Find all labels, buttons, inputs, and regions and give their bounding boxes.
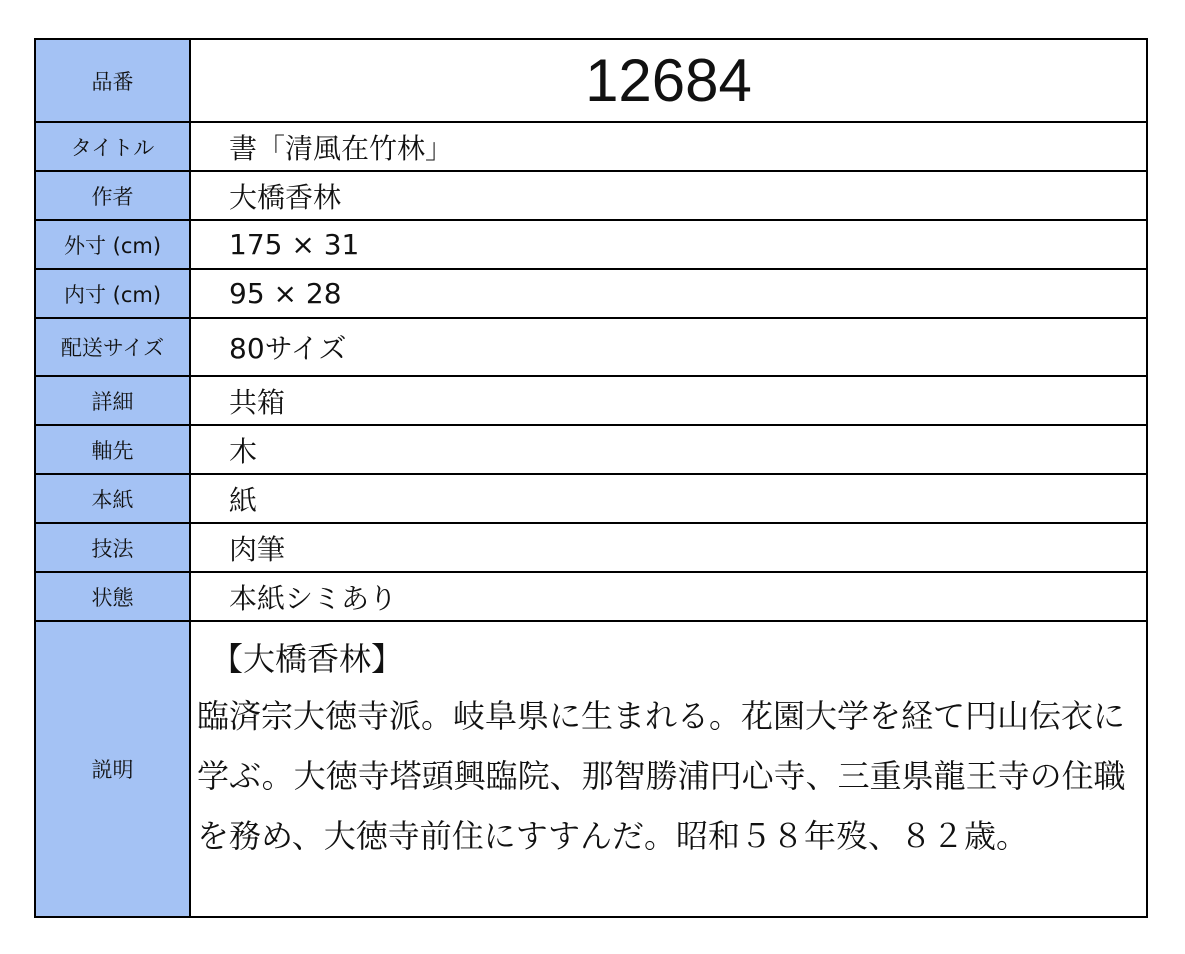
- spec-row-artist: [35, 171, 1147, 220]
- main-paper-label: 本紙: [35, 474, 190, 523]
- condition-value: 本紙シミあり: [190, 572, 1147, 621]
- shipping-size-label: 配送サイズ: [35, 318, 190, 376]
- spec-row-roller-ends: [35, 425, 1147, 474]
- main-paper-value: 紙: [190, 474, 1147, 523]
- spec-row-title: [35, 122, 1147, 171]
- description-label: 説明: [35, 621, 190, 917]
- item-spec-table: [34, 38, 1148, 918]
- condition-label: 状態: [35, 572, 190, 621]
- shipping-size-value: 80サイズ: [190, 318, 1147, 376]
- outer-size-value: 175 × 31: [190, 220, 1147, 269]
- outer-size-label: 外寸 (cm): [35, 220, 190, 269]
- technique-value: 肉筆: [190, 523, 1147, 572]
- spec-row-condition: [35, 572, 1147, 621]
- description-heading: 【大橋香林】: [211, 640, 404, 678]
- description-body: 臨済宗大徳寺派。岐阜県に生まれる。花園大学を経て円山伝衣に学ぶ。大徳寺塔頭興臨院、那智勝浦円心寺、三重県龍王寺の住職を務め、大徳寺前住にすすんだ。昭和５８年歿、８２歳。: [197, 697, 1126, 855]
- description-row: [35, 621, 1147, 917]
- roller-ends-value: 木: [190, 425, 1147, 474]
- description-cell: [190, 621, 1147, 917]
- roller-ends-label: 軸先: [35, 425, 190, 474]
- artist-label: 作者: [35, 171, 190, 220]
- technique-label: 技法: [35, 523, 190, 572]
- item-number-label: 品番: [35, 39, 190, 122]
- spec-row-main-paper: [35, 474, 1147, 523]
- inner-size-value: 95 × 28: [190, 269, 1147, 318]
- spec-row-shipping-size: [35, 318, 1147, 376]
- spec-row-outer-size: [35, 220, 1147, 269]
- inner-size-label: 内寸 (cm): [35, 269, 190, 318]
- spec-row-inner-size: [35, 269, 1147, 318]
- artist-value: 大橋香林: [190, 171, 1147, 220]
- details-label: 詳細: [35, 376, 190, 425]
- title-value: 書「清風在竹林」: [190, 122, 1147, 171]
- title-label: タイトル: [35, 122, 190, 171]
- spec-row-technique: [35, 523, 1147, 572]
- item-number-value: 12684: [190, 39, 1147, 122]
- spec-row-details: [35, 376, 1147, 425]
- item-number-row: [35, 39, 1147, 122]
- details-value: 共箱: [190, 376, 1147, 425]
